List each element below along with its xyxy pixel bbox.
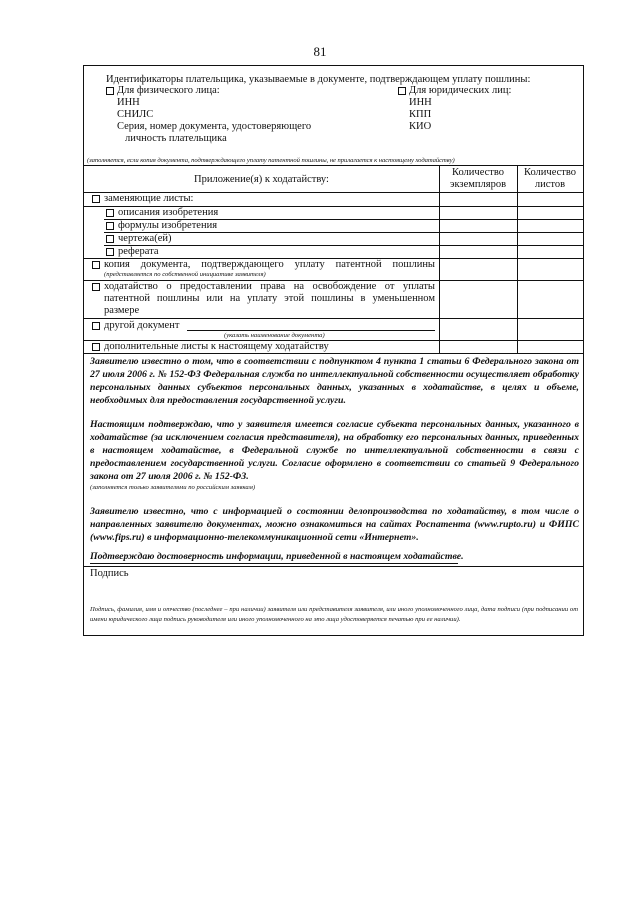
notice-case-status: Заявителю известно, что с информацией о состоянии делопроизводства по ходатайству, в том числе о направленных заявителю документах, можно ознакомиться на сайтах Роспатента (www.rupto.ru) и ФИПС (www.fips.ru) в информационно-телекоммуникационной сети «Интернет». [90, 506, 579, 543]
fee-copy-label: копия документа, подтверждающего уплату патентной пошлины [104, 259, 435, 270]
other-doc-label: другой документ [104, 320, 180, 331]
exemption-line-1: ходатайство о предоставлении права на освобождение от уплаты [104, 281, 435, 292]
sub-drawings-checkbox[interactable] [106, 235, 114, 243]
col-sheets-line-1: Количество [523, 167, 577, 178]
exemption-line-3: размере [104, 305, 140, 316]
sub-drawings-label: чертежа(ей) [118, 233, 172, 244]
fee-copy-checkbox[interactable] [92, 261, 100, 269]
col-sheets-line-2: листов [534, 179, 566, 190]
exemption-line-2: патентной пошлины или на уплату этой пошлины в уменьшенном [104, 293, 435, 304]
legal-label: Для юридических лиц: [409, 85, 512, 96]
legal-kpp: КПП [409, 109, 432, 120]
legal-kio: КИО [409, 121, 432, 132]
legal-inn: ИНН [409, 97, 432, 108]
additional-sheets-checkbox[interactable] [92, 343, 100, 351]
exemption-checkbox[interactable] [92, 283, 100, 291]
sub-claims-checkbox[interactable] [106, 222, 114, 230]
individual-checkbox[interactable] [106, 87, 114, 95]
signature-area[interactable] [144, 576, 564, 602]
identifiers-title: Идентификаторы плательщика, указываемые в документе, подтверждающем уплату пошлины: [106, 74, 531, 85]
sub-abstract-checkbox[interactable] [106, 248, 114, 256]
attachments-header: Приложение(я) к ходатайству: [194, 174, 329, 185]
confirm-statement: Подтверждаю достоверность информации, приведенной в настоящем ходатайстве. [90, 551, 464, 562]
other-doc-note: (указать наименование документа) [224, 332, 325, 339]
page-number: 81 [313, 44, 327, 59]
individual-doc-line-2: личность плательщика [125, 133, 227, 144]
col-copies-line-1: Количество [451, 167, 505, 178]
sub-abstract-label: реферата [118, 246, 159, 257]
signature-label: Подпись [90, 568, 129, 579]
other-doc-fill-line[interactable] [187, 330, 435, 331]
fee-copy-note: (представляется по собственной инициативе заявителя) [104, 271, 266, 278]
replacing-sheets-checkbox[interactable] [92, 195, 100, 203]
individual-inn: ИНН [117, 97, 140, 108]
identifiers-note: (заполняется, если копия документа, подтверждающего уплату патентной пошлины, не прилагается к настоящему ходатайству) [87, 157, 455, 164]
replacing-sheets-label: заменяющие листы: [104, 193, 194, 204]
individual-label: Для физического лица: [117, 85, 220, 96]
individual-snils: СНИЛС [117, 109, 154, 120]
additional-sheets-label: дополнительные листы к настоящему ходатайству [104, 341, 329, 352]
col-copies-line-2: экземпляров [449, 179, 507, 190]
sub-description-checkbox[interactable] [106, 209, 114, 217]
sub-description-label: описания изобретения [118, 207, 219, 218]
notice-consent: Настоящим подтверждаю, что у заявителя имеется согласие субъекта персональных данных, указанного в ходатайстве (за исключением согласия представителя), на обработку его персональных данных, приведенных в настоящем ходатайстве, в Федеральной службе по интеллектуальной собственности в связи с предоставлением государственной услуги. Согласие оформлено в соответствии со статьей 9 Федерального закона от 27 июля 2006 г. № 152-ФЗ. [90, 419, 579, 482]
signature-note: Подпись, фамилия, имя и отчество (последнее – при наличии) заявителя или представителя заявителя, или иного уполномоченного лица, дата подписи (при подписании от имени юридического лица подпись руководителя или иного уполномоченного на это лица удостоверяется печатью при ее наличии). [90, 606, 578, 623]
notice-personal-data-processing: Заявителю известно о том, что в соответствии с подпунктом 4 пункта 1 статьи 6 Федерального закона от 27 июля 2006 г. № 152-ФЗ Федеральная служба по интеллектуальной собственности осуществляет обработку персональных данных субъектов персональных данных, указанных в ходатайстве, в целях и объеме, необходимых для предоставления государственной услуги. [90, 356, 579, 406]
legal-checkbox[interactable] [398, 87, 406, 95]
notice-consent-note: (заполняется только заявителями по российским заявкам) [90, 484, 256, 491]
individual-doc-line-1: Серия, номер документа, удостоверяющего [117, 121, 312, 132]
other-doc-checkbox[interactable] [92, 322, 100, 330]
petition-form-frame [83, 65, 584, 636]
sub-claims-label: формулы изобретения [118, 220, 218, 231]
